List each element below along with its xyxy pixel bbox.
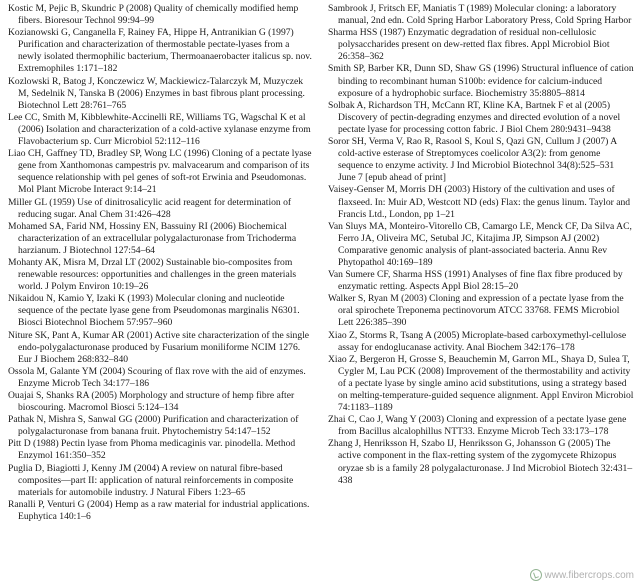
reference-entry: Xiao Z, Storms R, Tsang A (2005) Microplate-based carboxymethyl-cellulose assay for endoglucanase activity. Anal Biochem 342:176–178 — [328, 329, 627, 353]
reference-entry: Sharma HSS (1987) Enzymatic degradation of residual non-cellulosic polysaccharides present on dew-retted flax fibres. Appl Microbiol Biot 26:358–362 — [328, 27, 610, 63]
watermark-text: www.fibercrops.com — [544, 569, 634, 581]
reference-entry: Van Sumere CF, Sharma HSS (1991) Analyses of fine flax fibre produced by enzymatic retting. Aspects Appl Biol 28:15–20 — [328, 269, 623, 293]
references-right-column — [328, 3, 634, 584]
reference-entry: Kozlowski R, Batog J, Konczewicz W, Mackiewicz-Talarczyk M, Muzyczek M, Sedelnik N, Tanska B (2006) Enzymes in bast fibrous plant processing. Biotechnol Lett 28:761–765 — [8, 75, 305, 111]
reference-entry: Puglia D, Biagiotti J, Kenny JM (2004) A review on natural fibre-based composites—part II: application of natural reinforcements in composite materials for automobile industry. J Natural Fibers 1:23–65 — [8, 462, 294, 498]
reference-entry: Niture SK, Pant A, Kumar AR (2001) Active site characterization of the single endo-polygalacturonase produced by Fusarium moniliforme NCIM 1276. Eur J Biochem 268:832–840 — [8, 329, 310, 365]
reference-entry: Solbak A, Richardson TH, McCann RT, Kline KA, Bartnek F et al (2005) Discovery of pectin-degrading enzymes and directed evolution of a novel pectate lyase for processing cotton fabric. J Biol Chem 280:9431–9438 — [328, 99, 621, 135]
reference-entry: Mohanty AK, Misra M, Drzal LT (2002) Sustainable bio-composites from renewable resources: opportunities and challenges in the green materials world. J Polym Environ 10:19–26 — [8, 256, 297, 293]
reference-entry: Ranalli P, Venturi G (2004) Hemp as a raw material for industrial applications. Euphytica 140:1–6 — [8, 498, 310, 522]
reference-entry: Kozianowski G, Canganella F, Rainey FA, Hippe H, Antranikian G (1997) Purification and characterization of thermostable pectate-lyases from a newly isolated thermophilic bacterium, Thermoanaerobacter italicus sp. nov. Extremophiles 1:171–182 — [8, 27, 312, 75]
reference-entry: Liao CH, Gaffney TD, Bradley SP, Wong LC (1996) Cloning of a pectate lyase gene from Xanthomonas campestris pv. malvacearum and comparison of its sequence relationship with pel genes of soft-rot Erwinia and Pseudomonas. Mol Plant Microbe Interact 9:14–21 — [8, 148, 312, 196]
reference-entry: Zhai C, Cao J, Wang Y (2003) Cloning and expression of a pectate lyase gene from Bacillus alcalophillus NTT33. Enzyme Microb Tech 33:173–178 — [328, 414, 627, 438]
reference-entry: Van Sluys MA, Monteiro-Vitorello CB, Camargo LE, Menck CF, Da Silva AC, Ferro JA, Oliveira MC, Setubal JC, Kitajima JP, Simpson AJ (2002) Comparative genomic analysis of plant-associated bacteria. Annu Rev Phytopathol 40:169–189 — [328, 220, 632, 268]
reference-entry: Sambrook J, Fritsch EF, Maniatis T (1989) Molecular cloning: a laboratory manual, 2nd edn. Cold Spring Harbor Laboratory Press, Cold Spring Harbor — [328, 3, 632, 27]
reference-entry: Nikaidou N, Kamio Y, Izaki K (1993) Molecular cloning and nucleotide sequence of the pectate lyase gene from Pseudomonas marginalis N6301. Biosci Biotechnol Biochem 57:957–960 — [8, 293, 300, 329]
reference-entry: Ouajai S, Shanks RA (2005) Morphology and structure of hemp fibre after bioscouring. Macromol Biosci 5:124–134 — [8, 390, 295, 414]
leaf-logo-icon — [530, 569, 542, 581]
reference-entry: Miller GL (1959) Use of dinitrosalicylic acid reagent for determination of reducing sugar. Anal Chem 31:426–428 — [8, 196, 292, 220]
reference-entry: Soror SH, Verma V, Rao R, Rasool S, Koul S, Qazi GN, Cullum J (2007) A cold-active esterase of Streptomyces coelicolor A3(2): from genome sequence to enzyme activity. J Ind Microbiol Biotechnol 34(8):525–531 June 7 [epub ahead of print] — [328, 136, 617, 184]
reference-entry: Zhang J, Henriksson H, Szabo IJ, Henriksson G, Johansson G (2005) The active component in the flax-retting system of the zygomycete Rhizopus oryzae sb is a family 28 polygalacturonase. J Ind Microbiol Biotech 32:431–438 — [328, 438, 633, 486]
site-watermark — [528, 569, 636, 581]
reference-entry: Lee CC, Smith M, Kibblewhite-Accinelli RE, Williams TG, Wagschal K et al (2006) Isolation and characterization of a cold-active xylanase enzyme from Flavobacterium sp. Curr Microbiol 52:112–116 — [8, 111, 311, 148]
reference-entry: Walker S, Ryan M (2003) Cloning and expression of a pectate lyase from the oral spirochete Treponema pectinovorum ATCC 33768. FEMS Microbiol Lett 226:385–390 — [328, 293, 624, 329]
references-left-column — [8, 3, 314, 584]
reference-entry: Smith SP, Barber KR, Dunn SD, Shaw GS (1996) Structural influence of cation binding to recombinant human S100b: evidence for calcium-induced exposure of a hydrophobic surface. Biochemistry 35:8805–8814 — [328, 63, 634, 99]
reference-entry: Pathak N, Mishra S, Sanwal GG (2000) Purification and characterization of polygalacturonase from banana fruit. Phytochemistry 54:147–152 — [8, 414, 299, 438]
reference-entry: Xiao Z, Bergeron H, Grosse S, Beauchemin M, Garron ML, Shaya D, Sulea T, Cygler M, Lau PCK (2008) Improvement of the thermostability and activity of a pectate lyase by single amino acid substitutions, using a strategy based on melting-temperature-guided sequence alignment. Appl Environ Microbiol 74:1183–1189 — [328, 353, 634, 414]
reference-entry: Kostic M, Pejic B, Skundric P (2008) Quality of chemically modified hemp fibers. Bioresour Technol 99:94–99 — [8, 3, 299, 27]
reference-entry: Pitt D (1988) Pectin lyase from Phoma medicaginis var. pinodella. Method Enzymol 161:350–352 — [8, 438, 296, 462]
reference-entry: Mohamed SA, Farid NM, Hossiny EN, Bassuiny RI (2006) Biochemical characterization of an extracellular polygalacturonase from Trichoderma harzianum. J Biotechnol 127:54–64 — [8, 220, 297, 256]
reference-entry: Ossola M, Galante YM (2004) Scouring of flax rove with the aid of enzymes. Enzyme Microb Tech 34:177–186 — [8, 365, 306, 389]
reference-entry: Vaisey-Genser M, Morris DH (2003) History of the cultivation and uses of flaxseed. In: Muir AD, Westcott ND (eds) Flax: the genus linum. Taylor and Francis Ltd., London, pp 1–21 — [328, 184, 631, 220]
